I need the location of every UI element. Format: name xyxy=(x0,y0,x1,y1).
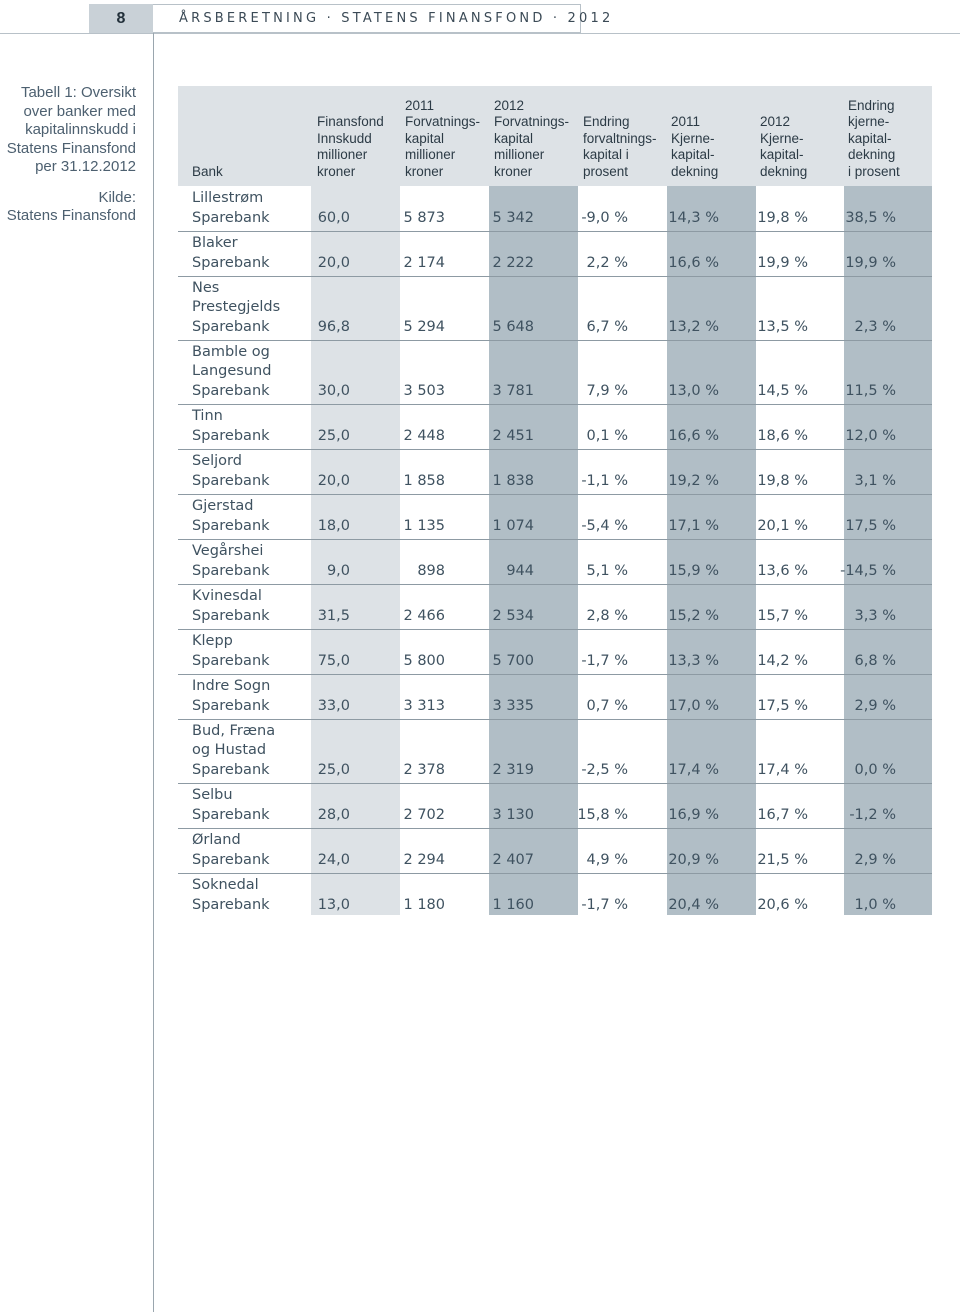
column-header xyxy=(494,86,580,186)
column-header-line: kapital xyxy=(405,130,445,146)
caption-line: kapitalinnskudd i xyxy=(25,121,136,138)
table-cell: 5 700 xyxy=(492,652,534,669)
table-cell: 17,5 % xyxy=(757,697,808,714)
bank-name: Vegårshei Sparebank xyxy=(192,543,270,579)
column-header-line: kroner xyxy=(494,163,533,179)
column-header-line: 2012 xyxy=(760,114,791,129)
table-row xyxy=(178,674,932,719)
table-cell: 33,0 xyxy=(317,697,350,714)
source-line: Statens Finansfond xyxy=(6,207,136,224)
table-cell: -2,5 % xyxy=(581,761,628,778)
table-cell: 13,2 % xyxy=(668,318,719,335)
table-cell: 2 174 xyxy=(403,254,445,271)
table-cell: 25,0 xyxy=(317,427,350,444)
table-cell: 24,0 xyxy=(317,851,350,868)
table-cell: 13,0 xyxy=(317,896,350,913)
table-cell: 20,6 % xyxy=(757,896,808,913)
table-cell: 15,7 % xyxy=(757,607,808,624)
bank-name: Soknedal Sparebank xyxy=(192,877,270,913)
column-header-line: kapital- xyxy=(760,147,804,162)
table-cell: 15,2 % xyxy=(668,607,719,624)
table-cell: 25,0 xyxy=(317,761,350,778)
column-header-line: Innskudd xyxy=(317,130,372,146)
column-header-line: Endring xyxy=(848,97,895,113)
table-row xyxy=(178,828,932,873)
caption-line: over banker med xyxy=(23,102,136,120)
table-cell: 60,0 xyxy=(317,209,350,226)
table-cell: 13,5 % xyxy=(757,318,808,335)
table-cell: 3 130 xyxy=(492,806,534,823)
column-header xyxy=(760,86,846,186)
column-header-line: 2011 xyxy=(671,114,701,129)
column-header-line: Kjerne- xyxy=(671,130,715,146)
column-header-line: kapital- xyxy=(848,130,892,146)
column-header-line: Kjerne- xyxy=(760,130,804,146)
table-cell: 2 534 xyxy=(492,607,534,624)
column-header-line: Forvatnings- xyxy=(405,114,481,129)
table-cell: 16,6 % xyxy=(668,427,719,444)
table-cell: 31,5 xyxy=(317,607,350,624)
caption-line: Statens Finansfond xyxy=(6,139,136,157)
table-cell: 18,6 % xyxy=(757,427,808,444)
column-header-line: i prosent xyxy=(848,163,900,179)
table-row xyxy=(178,276,932,340)
column-header-line: millioner xyxy=(405,147,456,162)
table-cell: 38,5 % xyxy=(845,209,896,226)
table-row xyxy=(178,783,932,828)
table-cell: -14,5 % xyxy=(840,562,896,579)
margin-divider xyxy=(153,33,154,1312)
table-row xyxy=(178,186,932,231)
bank-name: Bamble og Langesund Sparebank xyxy=(192,343,272,399)
table-row xyxy=(178,404,932,449)
running-header-title: ÅRSBERETNING · STATENS FINANSFOND · 2012 xyxy=(153,4,581,33)
table-row xyxy=(178,449,932,494)
table-cell: 11,5 % xyxy=(845,382,896,399)
table-row xyxy=(178,629,932,674)
table-cell: 5 873 xyxy=(403,209,445,226)
table-cell: 30,0 xyxy=(317,382,350,399)
column-header-line: Finansfond xyxy=(317,114,384,129)
table-cell: 1 838 xyxy=(492,472,534,489)
table-cell: 1 135 xyxy=(403,517,445,534)
column-header-line: Endring xyxy=(583,114,630,129)
bank-name: Gjerstad Sparebank xyxy=(192,498,270,534)
column-header-line: kroner xyxy=(405,163,444,179)
table-cell: 3 503 xyxy=(403,382,445,399)
table-cell: 2,9 % xyxy=(854,851,896,868)
table-cell: 2,3 % xyxy=(854,318,896,335)
table-cell: 2 319 xyxy=(492,761,534,778)
table-cell: 17,4 % xyxy=(668,761,719,778)
table-cell: 14,3 % xyxy=(668,209,719,226)
column-header-line: prosent xyxy=(583,163,629,179)
table-cell: 2 378 xyxy=(403,761,445,778)
table-cell: 17,0 % xyxy=(668,697,719,714)
table-cell: 2,8 % xyxy=(586,607,628,624)
caption-line: per 31.12.2012 xyxy=(35,158,136,175)
table-cell: 6,7 % xyxy=(586,318,628,335)
table-cell: 17,1 % xyxy=(668,517,719,534)
table-cell: 2,9 % xyxy=(854,697,896,714)
column-header-line: Forvatnings- xyxy=(494,114,570,129)
table-cell: 0,7 % xyxy=(586,697,628,714)
table-cell: 1 180 xyxy=(403,896,445,913)
column-header-line: dekning xyxy=(671,163,719,179)
table-cell: 20,1 % xyxy=(757,517,808,534)
header-rule xyxy=(0,33,960,34)
table-cell: 2 702 xyxy=(403,806,445,823)
table-cell: 2 222 xyxy=(492,254,534,271)
table-cell: 2 294 xyxy=(403,851,445,868)
table-cell: -1,7 % xyxy=(581,896,628,913)
bank-name: Tinn Sparebank xyxy=(192,408,270,444)
table-row xyxy=(178,340,932,404)
table-cell: 3 313 xyxy=(403,697,445,714)
table-cell: 19,8 % xyxy=(757,472,808,489)
table-cell: 21,5 % xyxy=(757,851,808,868)
table-cell: 20,4 % xyxy=(668,896,719,913)
bank-name: Lillestrøm Sparebank xyxy=(192,190,270,226)
table-cell: 9,0 xyxy=(326,562,350,579)
table-cell: 14,2 % xyxy=(757,652,808,669)
bank-name: Kvinesdal Sparebank xyxy=(192,588,270,624)
table-cell: 898 xyxy=(417,562,445,579)
bank-name: Bud, Fræna og Hustad Sparebank xyxy=(192,722,276,778)
table-cell: 3,3 % xyxy=(854,607,896,624)
table-cell: 4,9 % xyxy=(586,851,628,868)
table-cell: 1,0 % xyxy=(854,896,896,913)
table-cell: 17,4 % xyxy=(757,761,808,778)
column-header xyxy=(671,86,757,186)
bank-name: Seljord Sparebank xyxy=(192,453,270,489)
table-cell: 3,1 % xyxy=(854,472,896,489)
bank-name: Blaker Sparebank xyxy=(192,235,270,271)
column-header-line: dekning xyxy=(760,163,808,179)
table-cell: -9,0 % xyxy=(581,209,628,226)
bank-overview-table xyxy=(178,86,932,915)
bank-name: Selbu Sparebank xyxy=(192,787,270,823)
table-cell: 7,9 % xyxy=(586,382,628,399)
source-line: Kilde: xyxy=(98,188,136,206)
table-cell: 3 335 xyxy=(492,697,534,714)
column-header xyxy=(192,86,292,186)
table-cell: 19,9 % xyxy=(757,254,808,271)
table-row xyxy=(178,494,932,539)
table-source xyxy=(0,189,136,226)
table-cell: 16,7 % xyxy=(757,806,808,823)
column-header-line: millioner xyxy=(317,147,368,162)
table-row xyxy=(178,873,932,918)
table-cell: 17,5 % xyxy=(845,517,896,534)
table-cell: 5 800 xyxy=(403,652,445,669)
table-cell: 0,0 % xyxy=(854,761,896,778)
column-header-line: kjerne- xyxy=(848,114,890,129)
table-cell: 20,9 % xyxy=(668,851,719,868)
table-row xyxy=(178,231,932,276)
table-cell: 3 781 xyxy=(492,382,534,399)
page-number: 8 xyxy=(89,4,153,33)
table-caption-sidebar xyxy=(0,84,136,226)
table-caption xyxy=(0,84,136,177)
table-cell: 19,2 % xyxy=(668,472,719,489)
table-cell: 15,8 % xyxy=(577,806,628,823)
table-row xyxy=(178,584,932,629)
table-row xyxy=(178,719,932,783)
table-cell: 5 342 xyxy=(492,209,534,226)
table-cell: 16,9 % xyxy=(668,806,719,823)
table-cell: 18,0 xyxy=(317,517,350,534)
table-cell: -1,1 % xyxy=(581,472,628,489)
column-header-line: 2012 xyxy=(494,97,525,113)
table-cell: 1 160 xyxy=(492,896,534,913)
table-cell: 15,9 % xyxy=(668,562,719,579)
table-cell: -1,7 % xyxy=(581,652,628,669)
table-row xyxy=(178,539,932,584)
column-header xyxy=(848,86,934,186)
bank-name: Nes Prestegjelds Sparebank xyxy=(192,279,281,335)
column-header-line: kapital xyxy=(494,130,534,146)
column-header-line: kroner xyxy=(317,163,356,179)
bank-name: Klepp Sparebank xyxy=(192,633,270,669)
table-cell: 28,0 xyxy=(317,806,350,823)
table-cell: 1 858 xyxy=(403,472,445,489)
column-header-line: millioner xyxy=(494,147,545,162)
table-cell: 14,5 % xyxy=(757,382,808,399)
bank-name: Indre Sogn Sparebank xyxy=(192,678,271,714)
column-header xyxy=(583,86,669,186)
table-cell: 944 xyxy=(506,562,534,579)
table-cell: 5 294 xyxy=(403,318,445,335)
table-cell: 20,0 xyxy=(317,472,350,489)
table-cell: 20,0 xyxy=(317,254,350,271)
table-cell: 5,1 % xyxy=(586,562,628,579)
table-cell: 13,3 % xyxy=(668,652,719,669)
table-cell: 13,6 % xyxy=(757,562,808,579)
table-cell: 96,8 xyxy=(317,318,350,335)
table-cell: 75,0 xyxy=(317,652,350,669)
table-cell: -5,4 % xyxy=(581,517,628,534)
table-cell: 2 451 xyxy=(492,427,534,444)
table-cell: 6,8 % xyxy=(854,652,896,669)
table-cell: 13,0 % xyxy=(668,382,719,399)
column-header-line: dekning xyxy=(848,147,896,162)
table-cell: 2 448 xyxy=(403,427,445,444)
table-cell: 16,6 % xyxy=(668,254,719,271)
column-header-line: Bank xyxy=(192,163,223,179)
table-cell: 12,0 % xyxy=(845,427,896,444)
table-cell: 0,1 % xyxy=(586,427,628,444)
column-header-line: 2011 xyxy=(405,97,435,113)
column-header-line: forvaltnings- xyxy=(583,130,657,146)
bank-name: Ørland Sparebank xyxy=(192,832,270,868)
table-cell: 5 648 xyxy=(492,318,534,335)
column-header-line: kapital i xyxy=(583,147,629,162)
caption-line: Tabell 1: Oversikt xyxy=(20,84,136,101)
column-header xyxy=(317,86,403,186)
table-cell: -1,2 % xyxy=(849,806,896,823)
table-cell: 19,8 % xyxy=(757,209,808,226)
table-cell: 1 074 xyxy=(492,517,534,534)
column-header xyxy=(405,86,491,186)
table-cell: 2 407 xyxy=(492,851,534,868)
table-cell: 2,2 % xyxy=(586,254,628,271)
table-cell: 19,9 % xyxy=(845,254,896,271)
table-cell: 2 466 xyxy=(403,607,445,624)
column-header-line: kapital- xyxy=(671,147,715,162)
